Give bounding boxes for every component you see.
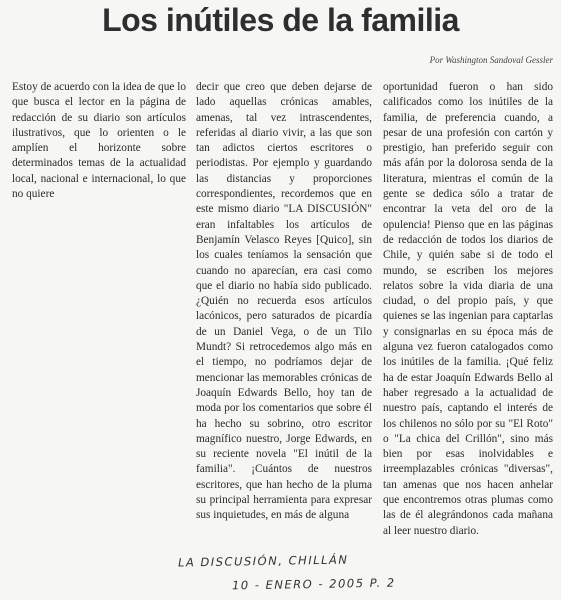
column-text: Estoy de acuerdo con la idea de que lo que busca el lector en la página de redacción de su diario son artículos ilustrativos, que lo orienten o le amplíen el horizonte sobre determinados temas de la actualidad local, nacional e internacional, lo que no quiere xyxy=(12,81,186,201)
handwritten-date-note: 10 - ENERO - 2005 P. 2 xyxy=(231,575,396,593)
column-text: decir que creo que deben dejarse de lado aquellas crónicas amables, amenas, tal vez intrascendentes, referidas al diario vivir, a las que son tan adictos ciertos escritores o periodistas. Por ejemplo y guardando las distancias y proporciones correspondientes, recordemos que en este mismo diario "LA DISCUSIÓN" eran infaltables los artículos de Benjamín Velasco Reyes [Quico], sin los cuales teníamos la sensación que cuando no aparecían, era casi como que el diario no había sido publicado. ¿Quién no recuerda esos artículos lacónicos, pero saturados de picardía de un Daniel Vega, o de un Tilo Mundt? Si retrocedemos algo más en el tiempo, no podríamos dejar de mencionar las memorables crónicas de Joaquín Edwards Bello, hoy tan de moda por los comentarios que sobre él ha hecho su sobrino, otro escritor magnífico nuestro, Jorge Edwards, en su reciente novela "El inútil de la familia". ¡Cuántos de nuestros escritores, que han hecho de la pluma su principal herramienta para expresar sus inquietudes, en más de alguna xyxy=(196,81,372,522)
article-column-2 xyxy=(196,80,372,524)
article-column-1 xyxy=(12,80,186,202)
article-byline: Por Washington Sandoval Gessler xyxy=(429,55,553,65)
article-title: Los inútiles de la familia xyxy=(102,2,459,38)
handwritten-source-note: LA DISCUSIÓN, CHILLÁN xyxy=(177,552,349,570)
article-column-3 xyxy=(383,80,553,539)
column-text: oportunidad fueron o han sido calificados como los inútiles de la familia, de preferencia cuando, a pesar de una profesión con cartón y prestigio, han preferido seguir con más afán por la dolorosa senda de la literatura, mientras el común de la gente se dedica sólo a tratar de encontrar la veta del oro de la opulencia! Pienso que en las páginas de redacción de todos los diarios de Chile, y quién sabe si de todo el mundo, se escriben los mejores relatos sobre la vida diaria de una ciudad, o del propio país, y que quienes se las ingenian para captarlas y consignarlas en su época más de alguna vez fueron catalogados como los inútiles de la familia. ¡Qué feliz ha de estar Joaquín Edwards Bello al haber regresado a la actualidad de nuestro país, captando el interés de los chilenos no sólo por su "El Roto" o "La chica del Crillón", sino más bien por esas inolvidables e irreemplazables crónicas "diversas", tan amenas que nos hacen anhelar que encontremos otras plumas como las de él alegrándonos cada mañana al leer nuestro diario. xyxy=(383,81,553,537)
